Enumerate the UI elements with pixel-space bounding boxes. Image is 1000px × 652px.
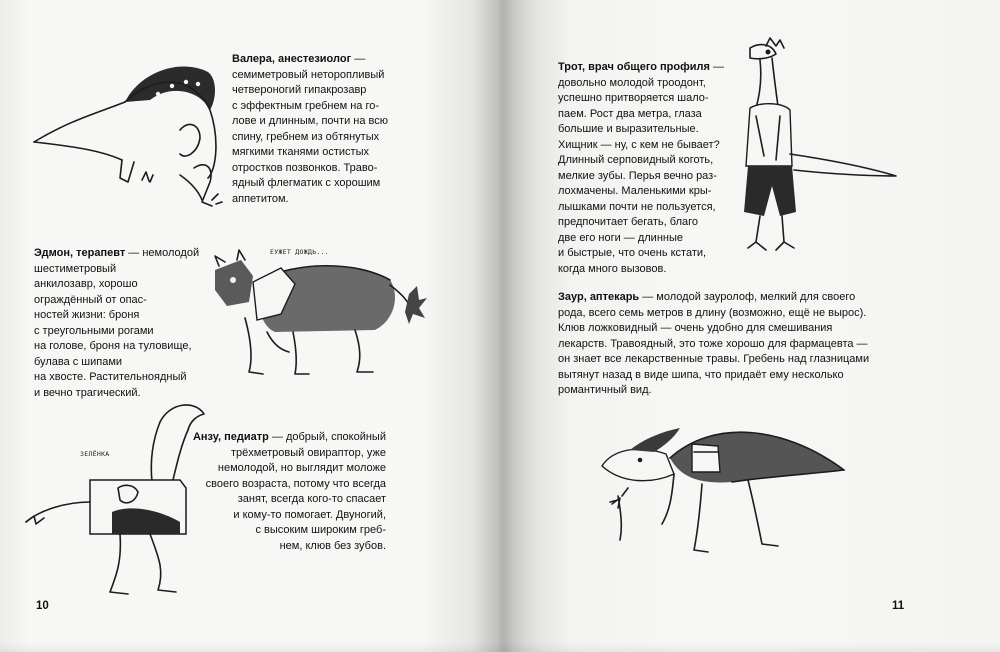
entry-zaur: Заур, аптекарь — молодой зауролоф, мелкий для своего рода, всего семь метров в длину (возможно, ещё не вырос). Клюв ложковидный — очень удобно для смешивания лекарств. Травоядный, это тоже хорошо для фармацевта — он знает все лекарственные травы. Гребень над глазницами вытянут назад в виде шипа, что придаёт ему несколько романтичный вид.	[558, 291, 870, 396]
left-page-number: 10	[36, 600, 49, 612]
entry-edmon: Эдмон, терапевт — немолодой шестиметровый анкилозавр, хорошо ограждённый от опас- ностей жизни: броня с треугольными рогами на голове, броня на туловище, булава с шипами на хвосте. Растительноядный и вечно трагический.	[34, 247, 200, 399]
entry-trot-name: Трот, врач общего профиля	[558, 61, 710, 73]
hypacrosaurus-illustration	[30, 50, 230, 215]
entry-valera-name: Валера, анестезиолог	[232, 53, 352, 65]
edmon-sketch-note: ЕУЖЕТ ДОЖДЬ...	[270, 248, 329, 256]
ankylosaurus-illustration	[205, 240, 435, 385]
book-gutter	[470, 0, 540, 652]
entry-zaur-name: Заур, аптекарь	[558, 291, 640, 303]
oviraptor-illustration	[20, 392, 220, 602]
troodon-illustration	[720, 36, 910, 266]
entry-anzu-name: Анзу, педиатр	[192, 431, 269, 443]
anzu-sketch-note: ЗЕЛЁНКА	[80, 450, 110, 458]
entry-valera: Валера, анестезиолог — семиметровый неторопливый четвероногий гипакрозавр с эффектным гребнем на го- лове и длинным, почти на всю спину, гребнем из обтянутых мягкими тканями остистых отростков позвонков. Траво- ядный флегматик с хорошим аппетитом.	[232, 53, 388, 205]
right-page-number: 11	[892, 600, 905, 612]
entry-edmon-name: Эдмон, терапевт	[34, 247, 126, 259]
page-bottom-edge	[0, 642, 1000, 652]
saurolophus-illustration	[582, 400, 847, 575]
right-page	[500, 0, 1000, 652]
entry-trot: Трот, врач общего профиля — довольно молодой троодонт, успешно притворяется шало- паем. Рост два метра, глаза большие и выразительные. Хищник — ну, с кем не бывает? Длинный серповидный коготь, мелкие зубы. Перья вечно раз- лохмачены. Маленькими кры- лышками почти не пользуется, предпочитает бегать, благо две его ноги — длинные и быстрые, что очень кстати, когда много вызовов.	[558, 61, 724, 275]
entry-anzu: Анзу, педиатр — добрый, спокойный трёхметровый овираптор, уже немолодой, но выглядит моложе своего возраста, потому что всегда занят, всегда кого-то спасает и кому-то помогает. Двуногий, с высоким широким греб- нем, клюв без зубов.	[192, 431, 386, 552]
